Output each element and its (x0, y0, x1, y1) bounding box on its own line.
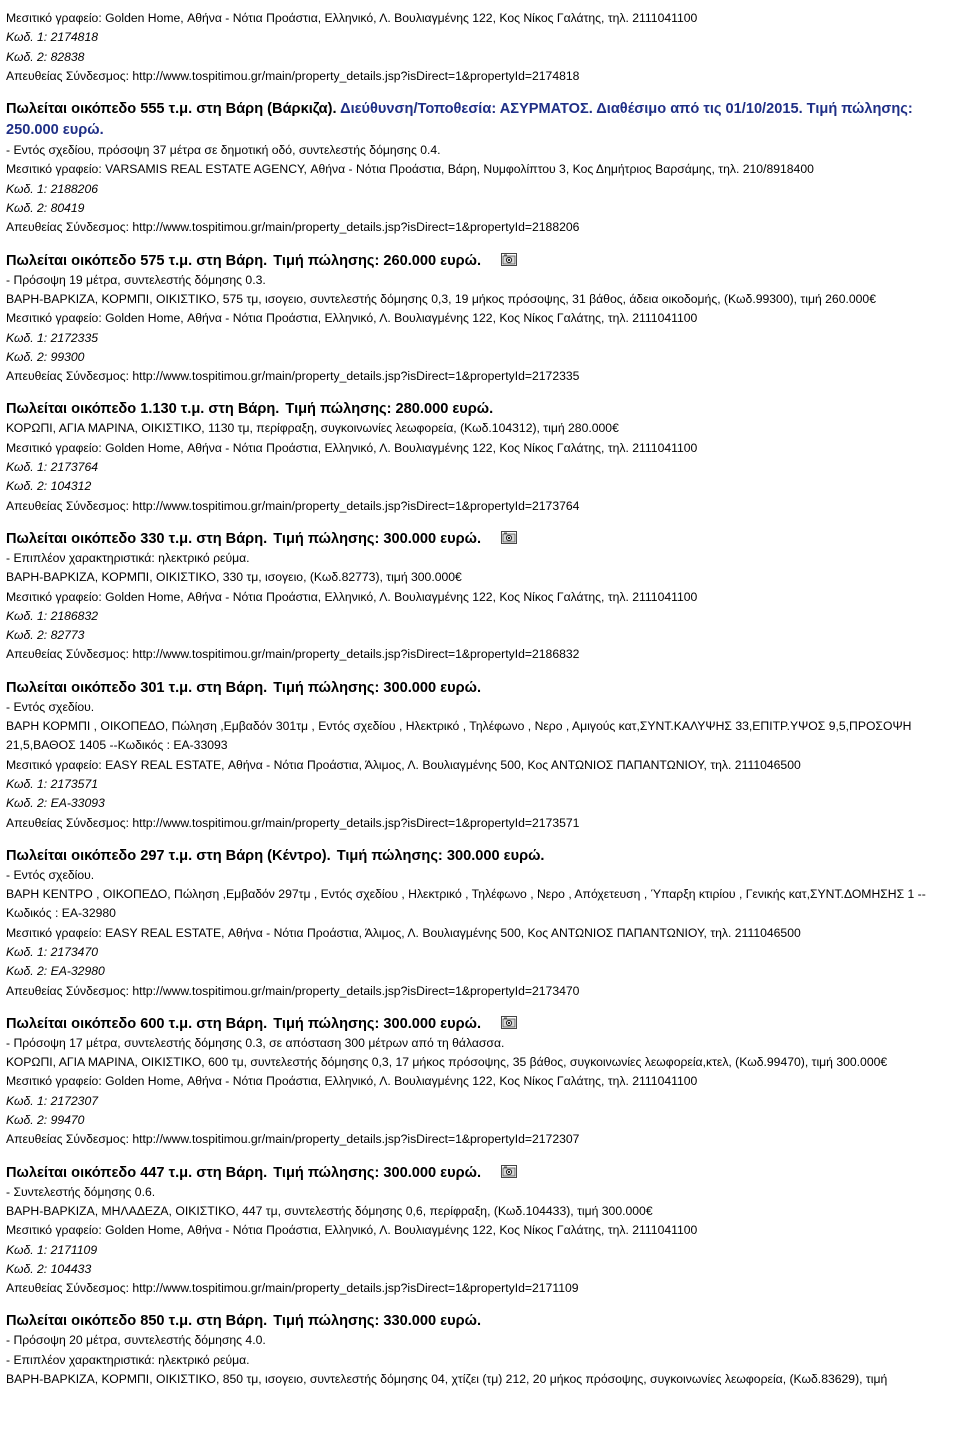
listing-title-main: Πωλείται οικόπεδο 447 τ.μ. στη Βάρη. (6, 1164, 268, 1181)
listing-price: Τιμή πώλησης: 300.000 ευρώ. (273, 1164, 482, 1181)
feature-line: - Εντός σχεδίου. (6, 699, 95, 714)
direct-link[interactable]: Απευθείας Σύνδεσμος: http://www.tospitimou.gr/main/property_details.jsp?isDirect=1&propertyId=2188206 (6, 220, 580, 235)
code-2: Κωδ. 2: 82838 (6, 49, 85, 64)
listing-title (6, 678, 958, 698)
document (6, 9, 958, 1389)
broker-office: Μεσιτικό γραφείο: Golden Home, Αθήνα - Νότια Προάστια, Ελληνικό, Λ. Βουλιαγμένης 122, Κος Νίκος Γαλάτης, τηλ. 2111041100 (6, 1074, 698, 1089)
camera-icon[interactable] (501, 1016, 517, 1029)
listing-title-main: Πωλείται οικόπεδο 297 τ.μ. στη Βάρη (Κέντρο). (6, 847, 331, 864)
description-line: ΚΟΡΩΠΙ, ΑΓΙΑ ΜΑΡΙΝΑ, ΟΙΚΙΣΤΙΚΟ, 600 τμ, συντελεστής δόμησης 0,3, 17 μήκος πρόσοψης, 35 βάθος, συγκοινωνίες λεωφορεία,κτελ, (Κωδ.99470), τιμή 300.000€ (6, 1055, 888, 1070)
listing-title (6, 399, 958, 419)
previous-listing-footer (6, 9, 958, 86)
listing-title-main: Πωλείται οικόπεδο 330 τ.μ. στη Βάρη. (6, 530, 268, 547)
code-2: Κωδ. 2: 99470 (6, 1113, 85, 1128)
direct-link[interactable]: Απευθείας Σύνδεσμος: http://www.tospitimou.gr/main/property_details.jsp?isDirect=1&propertyId=2173571 (6, 815, 580, 830)
code-1: Κωδ. 1: 2171109 (6, 1242, 98, 1257)
camera-icon[interactable] (501, 531, 517, 544)
listing (6, 251, 958, 387)
listing-title-main: Πωλείται οικόπεδο 575 τ.μ. στη Βάρη. (6, 252, 268, 269)
listing-price: Τιμή πώλησης: 280.000 ευρώ. (285, 401, 494, 418)
code-2: Κωδ. 2: ΕΑ-32980 (6, 964, 105, 979)
listing-title-details: Διεύθυνση/Τοποθεσία: ΑΣΥΡΜΑΤΟΣ. Διαθέσιμο από τις 01/10/2015. Τιμή πώλησης: 250.000 ευρώ. (6, 101, 913, 139)
listing-title (6, 1163, 958, 1183)
broker-office: Μεσιτικό γραφείο: EASY REAL ESTATE, Αθήνα - Νότια Προάστια, Άλιμος, Λ. Βουλιαγμένης 500, Κος ΑΝΤΩΝΙΟΣ ΠΑΠΑΝΤΩΝΙΟΥ, τηλ. 2111046500 (6, 925, 801, 940)
listing-title-main: Πωλείται οικόπεδο 600 τ.μ. στη Βάρη. (6, 1015, 268, 1032)
listing (6, 846, 958, 1001)
listing-lines (6, 1034, 958, 1150)
direct-link[interactable]: Απευθείας Σύνδεσμος: http://www.tospitimou.gr/main/property_details.jsp?isDirect=1&propertyId=2173470 (6, 983, 580, 998)
description-line: ΒΑΡΗ-ΒΑΡΚΙΖΑ, ΚΟΡΜΠΙ, ΟΙΚΙΣΤΙΚΟ, 575 τμ, ισογειο, συντελεστής δόμησης 0,3, 19 μήκος πρόσοψης, 31 βάθος, άδεια οικοδομής, (Κωδ.99300), τιμή 260.000€ (6, 291, 876, 306)
listing (6, 678, 958, 833)
listing-title (6, 1014, 958, 1034)
broker-office: Μεσιτικό γραφείο: Golden Home, Αθήνα - Νότια Προάστια, Ελληνικό, Λ. Βουλιαγμένης 122, Κος Νίκος Γαλάτης, τηλ. 2111041100 (6, 11, 698, 25)
listings (6, 251, 958, 1390)
feature-line: - Πρόσοψη 17 μέτρα, συντελεστής δόμησης 0.3, σε απόσταση 300 μέτρων από τη θάλασσα. (6, 1035, 505, 1050)
description-line: ΒΑΡΗ-ΒΑΡΚΙΖΑ, ΜΗΛΑΔΕΖΑ, ΟΙΚΙΣΤΙΚΟ, 447 τμ, συντελεστής δόμησης 0,6, περίφραξη, (Κωδ.104433), τιμή 300.000€ (6, 1203, 653, 1218)
listing-title (6, 251, 958, 271)
feature-line: - Πρόσοψη 19 μέτρα, συντελεστής δόμησης 0.3. (6, 272, 266, 287)
description-line: ΒΑΡΗ ΚΕΝΤΡΟ , ΟΙΚΟΠΕΔΟ, Πώληση ,Εμβαδόν 297τμ , Εντός σχεδίου , Ηλεκτρικό , Τηλέφωνο , Νερο , Απόχετευση , Ύπαρξη κτιρίου , Γενικής κατ,ΣΥΝΤ.ΔΟΜΗΣΗΣ 1 --Κωδικός : ΕΑ-32980 (6, 887, 926, 921)
code-1: Κωδ. 1: 2188206 (6, 181, 99, 196)
direct-link[interactable]: Απευθείας Σύνδεσμος: http://www.tospitimou.gr/main/property_details.jsp?isDirect=1&propertyId=2172307 (6, 1132, 580, 1147)
listing-lines (6, 419, 958, 515)
code-2: Κωδ. 2: ΕΑ-33093 (6, 796, 105, 811)
direct-link[interactable]: Απευθείας Σύνδεσμος: http://www.tospitimou.gr/main/property_details.jsp?isDirect=1&propertyId=2172335 (6, 369, 580, 384)
feature-line: - Εντός σχεδίου, πρόσοψη 37 μέτρα σε δημοτική οδό, συντελεστής δόμησης 0.4. (6, 143, 441, 158)
direct-link[interactable]: Απευθείας Σύνδεσμος: http://www.tospitimou.gr/main/property_details.jsp?isDirect=1&propertyId=2173764 (6, 498, 580, 513)
listing-555 (6, 99, 958, 237)
broker-office: Μεσιτικό γραφείο: Golden Home, Αθήνα - Νότια Προάστια, Ελληνικό, Λ. Βουλιαγμένης 122, Κος Νίκος Γαλάτης, τηλ. 2111041100 (6, 440, 698, 455)
camera-icon[interactable] (501, 253, 517, 266)
code-1: Κωδ. 1: 2174818 (6, 30, 99, 45)
listing-lines (6, 549, 958, 665)
code-1: Κωδ. 1: 2172335 (6, 330, 99, 345)
code-1: Κωδ. 1: 2172307 (6, 1093, 99, 1108)
description-line: ΒΑΡΗ-ΒΑΡΚΙΖΑ, ΚΟΡΜΠΙ, ΟΙΚΙΣΤΙΚΟ, 850 τμ, ισογειο, συντελεστής δόμησης 04, χτίζει (τμ) 212, 20 μήκος πρόσοψης, συγκοινωνίες λεωφορεία, (Κωδ.83629), τιμή (6, 1372, 888, 1387)
feature-line: - Πρόσοψη 20 μέτρα, συντελεστής δόμησης 4.0. (6, 1333, 266, 1348)
feature-line: - Συντελεστής δόμησης 0.6. (6, 1184, 156, 1199)
description-line: ΒΑΡΗ-ΒΑΡΚΙΖΑ, ΚΟΡΜΠΙ, ΟΙΚΙΣΤΙΚΟ, 330 τμ, ισογειο, (Κωδ.82773), τιμή 300.000€ (6, 570, 462, 585)
listing (6, 1163, 958, 1299)
listing-price: Τιμή πώλησης: 260.000 ευρώ. (273, 252, 482, 269)
camera-icon[interactable] (501, 1165, 517, 1178)
broker-office: Μεσιτικό γραφείο: EASY REAL ESTATE, Αθήνα - Νότια Προάστια, Άλιμος, Λ. Βουλιαγμένης 500, Κος ΑΝΤΩΝΙΟΣ ΠΑΠΑΝΤΩΝΙΟΥ, τηλ. 2111046500 (6, 757, 801, 772)
listing-lines (6, 271, 958, 387)
listing-price: Τιμή πώλησης: 300.000 ευρώ. (273, 530, 482, 547)
feature-line: - Επιπλέον χαρακτηριστικά: ηλεκτρικό ρεύμα. (6, 550, 250, 565)
listing-title-main: Πωλείται οικόπεδο 1.130 τ.μ. στη Βάρη. (6, 401, 280, 418)
broker-office: Μεσιτικό γραφείο: Golden Home, Αθήνα - Νότια Προάστια, Ελληνικό, Λ. Βουλιαγμένης 122, Κος Νίκος Γαλάτης, τηλ. 2111041100 (6, 311, 698, 326)
description-line: ΒΑΡΗ ΚΟΡΜΠΙ , ΟΙΚΟΠΕΔΟ, Πώληση ,Εμβαδόν 301τμ , Εντός σχεδίου , Ηλεκτρικό , Τηλέφωνο , Νερο , Αμιγούς κατ,ΣΥΝΤ.ΚΑΛΥΨΗΣ 33,ΕΠΙΤΡ.ΥΨΟΣ 9,5,ΠΡΟΣΟΨΗ 21,5,ΒΑΘΟΣ 1405 --Κωδικός : ΕΑ-33093 (6, 719, 912, 753)
code-1: Κωδ. 1: 2173764 (6, 460, 99, 475)
listing-title (6, 529, 958, 549)
listing-title (6, 846, 958, 866)
listing (6, 1014, 958, 1150)
listing-lines (6, 1331, 958, 1389)
code-1: Κωδ. 1: 2173571 (6, 776, 99, 791)
description-line: ΚΟΡΩΠΙ, ΑΓΙΑ ΜΑΡΙΝΑ, ΟΙΚΙΣΤΙΚΟ, 1130 τμ, περίφραξη, συγκοινωνίες λεωφορεία, (Κωδ.104312), τιμή 280.000€ (6, 421, 619, 436)
code-2: Κωδ. 2: 104433 (6, 1261, 92, 1276)
broker-office: Μεσιτικό γραφείο: VARSAMIS REAL ESTATE AGENCY, Αθήνα - Νότια Προάστια, Βάρη, Νυμφολίπτου 3, Κος Δημήτριος Βαρσάμης, τηλ. 210/8918400 (6, 162, 814, 177)
direct-link[interactable]: Απευθείας Σύνδεσμος: http://www.tospitimou.gr/main/property_details.jsp?isDirect=1&propertyId=2174818 (6, 68, 580, 83)
code-1: Κωδ. 1: 2173470 (6, 944, 99, 959)
direct-link[interactable]: Απευθείας Σύνδεσμος: http://www.tospitimou.gr/main/property_details.jsp?isDirect=1&propertyId=2171109 (6, 1281, 579, 1296)
listing-title (6, 1311, 958, 1331)
code-2: Κωδ. 2: 99300 (6, 349, 85, 364)
code-2: Κωδ. 2: 104312 (6, 479, 92, 494)
listing-title-main: Πωλείται οικόπεδο 850 τ.μ. στη Βάρη. (6, 1313, 268, 1330)
listing-price: Τιμή πώλησης: 300.000 ευρώ. (273, 1015, 482, 1032)
code-2: Κωδ. 2: 80419 (6, 201, 85, 216)
listing-price: Τιμή πώλησης: 300.000 ευρώ. (273, 679, 482, 696)
listing-price: Τιμή πώλησης: 300.000 ευρώ. (336, 847, 545, 864)
listing-title (6, 99, 958, 141)
code-2: Κωδ. 2: 82773 (6, 628, 85, 643)
feature-line: - Εντός σχεδίου. (6, 867, 95, 882)
broker-office: Μεσιτικό γραφείο: Golden Home, Αθήνα - Νότια Προάστια, Ελληνικό, Λ. Βουλιαγμένης 122, Κος Νίκος Γαλάτης, τηλ. 2111041100 (6, 1223, 698, 1238)
listing-title-main: Πωλείται οικόπεδο 555 τ.μ. στη Βάρη (Βάρκιζα). (6, 101, 337, 118)
listing-lines (6, 141, 958, 237)
feature-line: - Επιπλέον χαρακτηριστικά: ηλεκτρικό ρεύμα. (6, 1352, 250, 1367)
listing (6, 1311, 958, 1389)
listing-price: Τιμή πώλησης: 330.000 ευρώ. (273, 1313, 482, 1330)
broker-office: Μεσιτικό γραφείο: Golden Home, Αθήνα - Νότια Προάστια, Ελληνικό, Λ. Βουλιαγμένης 122, Κος Νίκος Γαλάτης, τηλ. 2111041100 (6, 589, 698, 604)
listing (6, 529, 958, 665)
listing-lines (6, 1183, 958, 1299)
listing-lines (6, 866, 958, 1001)
code-1: Κωδ. 1: 2186832 (6, 608, 99, 623)
direct-link[interactable]: Απευθείας Σύνδεσμος: http://www.tospitimou.gr/main/property_details.jsp?isDirect=1&propertyId=2186832 (6, 647, 580, 662)
listing (6, 399, 958, 515)
listing-lines (6, 698, 958, 833)
listing-title-main: Πωλείται οικόπεδο 301 τ.μ. στη Βάρη. (6, 679, 268, 696)
